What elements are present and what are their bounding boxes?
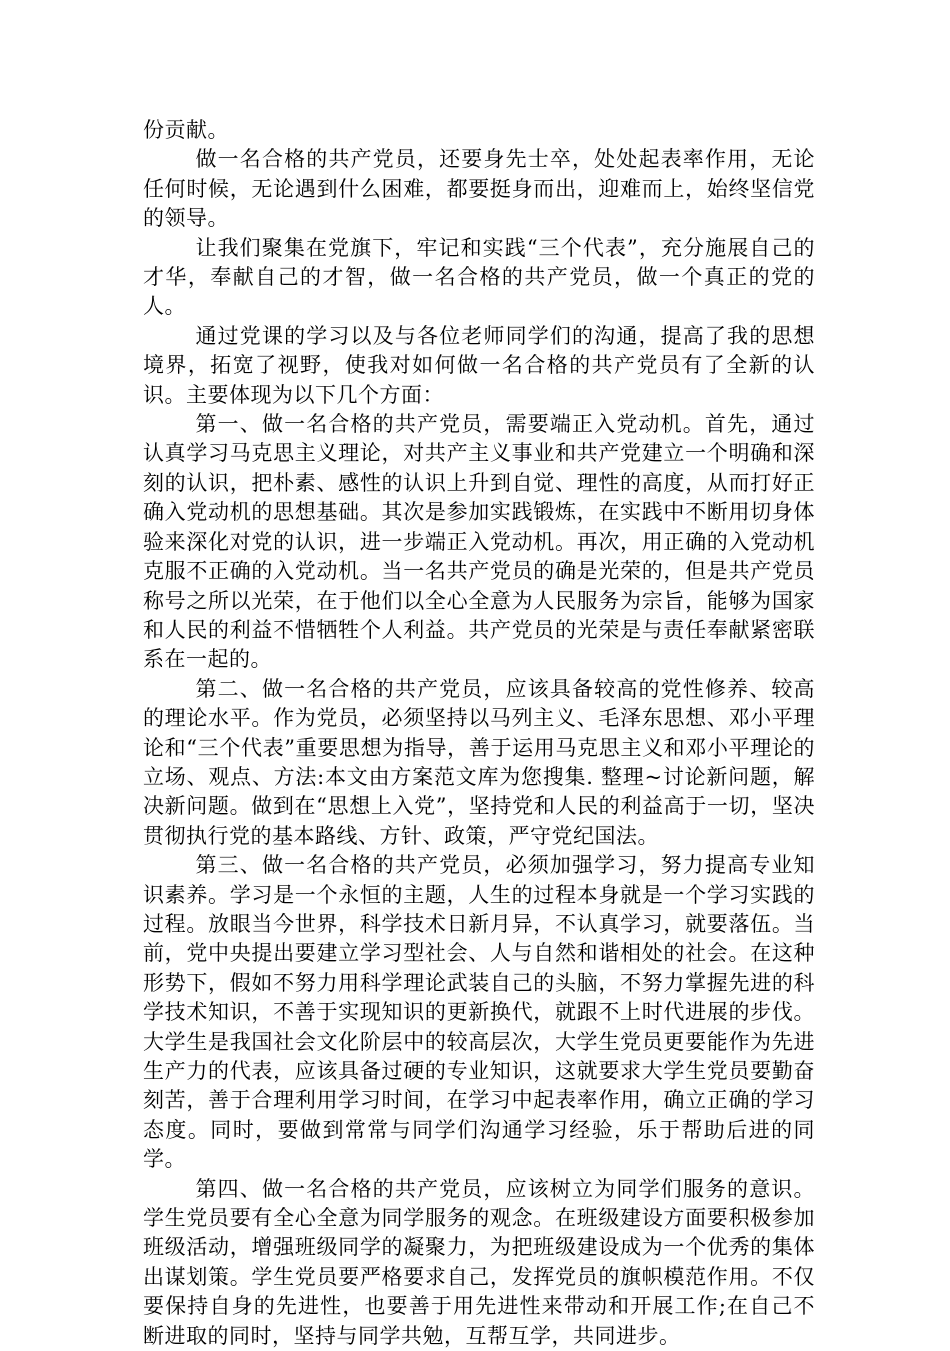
paragraph-point-two: 第二、做一名合格的共产党员，应该具备较高的党性修养、较高的理论水平。作为党员，必须坚持以马列主义、毛泽东思想、邓小平理论和“三个代表”重要思想为指导，善于运用马克思主义和邓小平理论的立场、观点、方法:本文由方案范文库为您搜集. 整理~讨论新问题，解决新问题。做到在“思想上入党”，坚持党和人民的利益高于一切，坚决贯彻执行党的基本路线、方针、政策，严守党纪国法。 bbox=[143, 676, 815, 848]
paragraph-point-three: 第三、做一名合格的共产党员，必须加强学习，努力提高专业知识素养。学习是一个永恒的主题，人生的过程本身就是一个学习实践的过程。放眼当今世界，科学技术日新月异，不认真学习，就要落伍。当前，党中央提出要建立学习型社会、人与自然和谐相处的社会。在这种形势下，假如不努力用科学理论武装自己的头脑，不努力掌握先进的科学技术知识，不善于实现知识的更新换代，就跟不上时代进展的步伐。大学生是我国社会文化阶层中的较高层次，大学生党员更要能作为先进生产力的代表，应该具备过硬的专业知识，这就要求大学生党员要勤奋刻苦，善于合理利用学习时间，在学习中起表率作用，确立正确的学习态度。同时，要做到常常与同学们沟通学习经验，乐于帮助后进的同学。 bbox=[143, 853, 815, 1172]
paragraph-party-class-summary: 通过党课的学习以及与各位老师同学们的沟通，提高了我的思想境界，拓宽了视野，使我对如何做一名合格的共产党员有了全新的认识。主要体现为以下几个方面： bbox=[143, 323, 815, 407]
paragraph-point-one: 第一、做一名合格的共产党员，需要端正入党动机。首先，通过认真学习马克思主义理论，对共产主义事业和共产党建立一个明确和深刻的认识，把朴素、感性的认识上升到自觉、理性的高度，从而打好正确入党动机的思想基础。其次是参加实践锻炼，在实践中不断用切身体验来深化对党的认识，进一步端正入党动机。再次，用正确的入党动机克服不正确的入党动机。当一名共产党员的确是光荣的，但是共产党员称号之所以光荣，在于他们以全心全意为人民服务为宗旨，能够为国家和人民的利益不惜牺牲个人利益。共产党员的光荣是与责任奉献紧密联系在一起的。 bbox=[143, 412, 815, 672]
paragraph-continuation: 份贡献。 bbox=[143, 118, 229, 142]
document-body bbox=[143, 116, 815, 1351]
paragraph-gather-under-flag: 让我们聚集在党旗下，牢记和实践“三个代表”，充分施展自己的才华，奉献自己的才智，做一名合格的共产党员，做一个真正的党的人。 bbox=[143, 235, 815, 319]
paragraph-point-four: 第四、做一名合格的共产党员，应该树立为同学们服务的意识。学生党员要有全心全意为同学服务的观念。在班级建设方面要积极参加班级活动，增强班级同学的凝聚力，为把班级建设成为一个优秀的集体出谋划策。学生党员要严格要求自己，发挥党员的旗帜模范作用。不仅要保持自身的先进性，也要善于用先进性来带动和开展工作;在自己不断进取的同时，坚持与同学共勉，互帮互学，共同进步。 bbox=[143, 1176, 815, 1348]
paragraph-set-example: 做一名合格的共产党员，还要身先士卒，处处起表率作用，无论任何时候，无论遇到什么困难，都要挺身而出，迎难而上，始终坚信党的领导。 bbox=[143, 147, 815, 231]
